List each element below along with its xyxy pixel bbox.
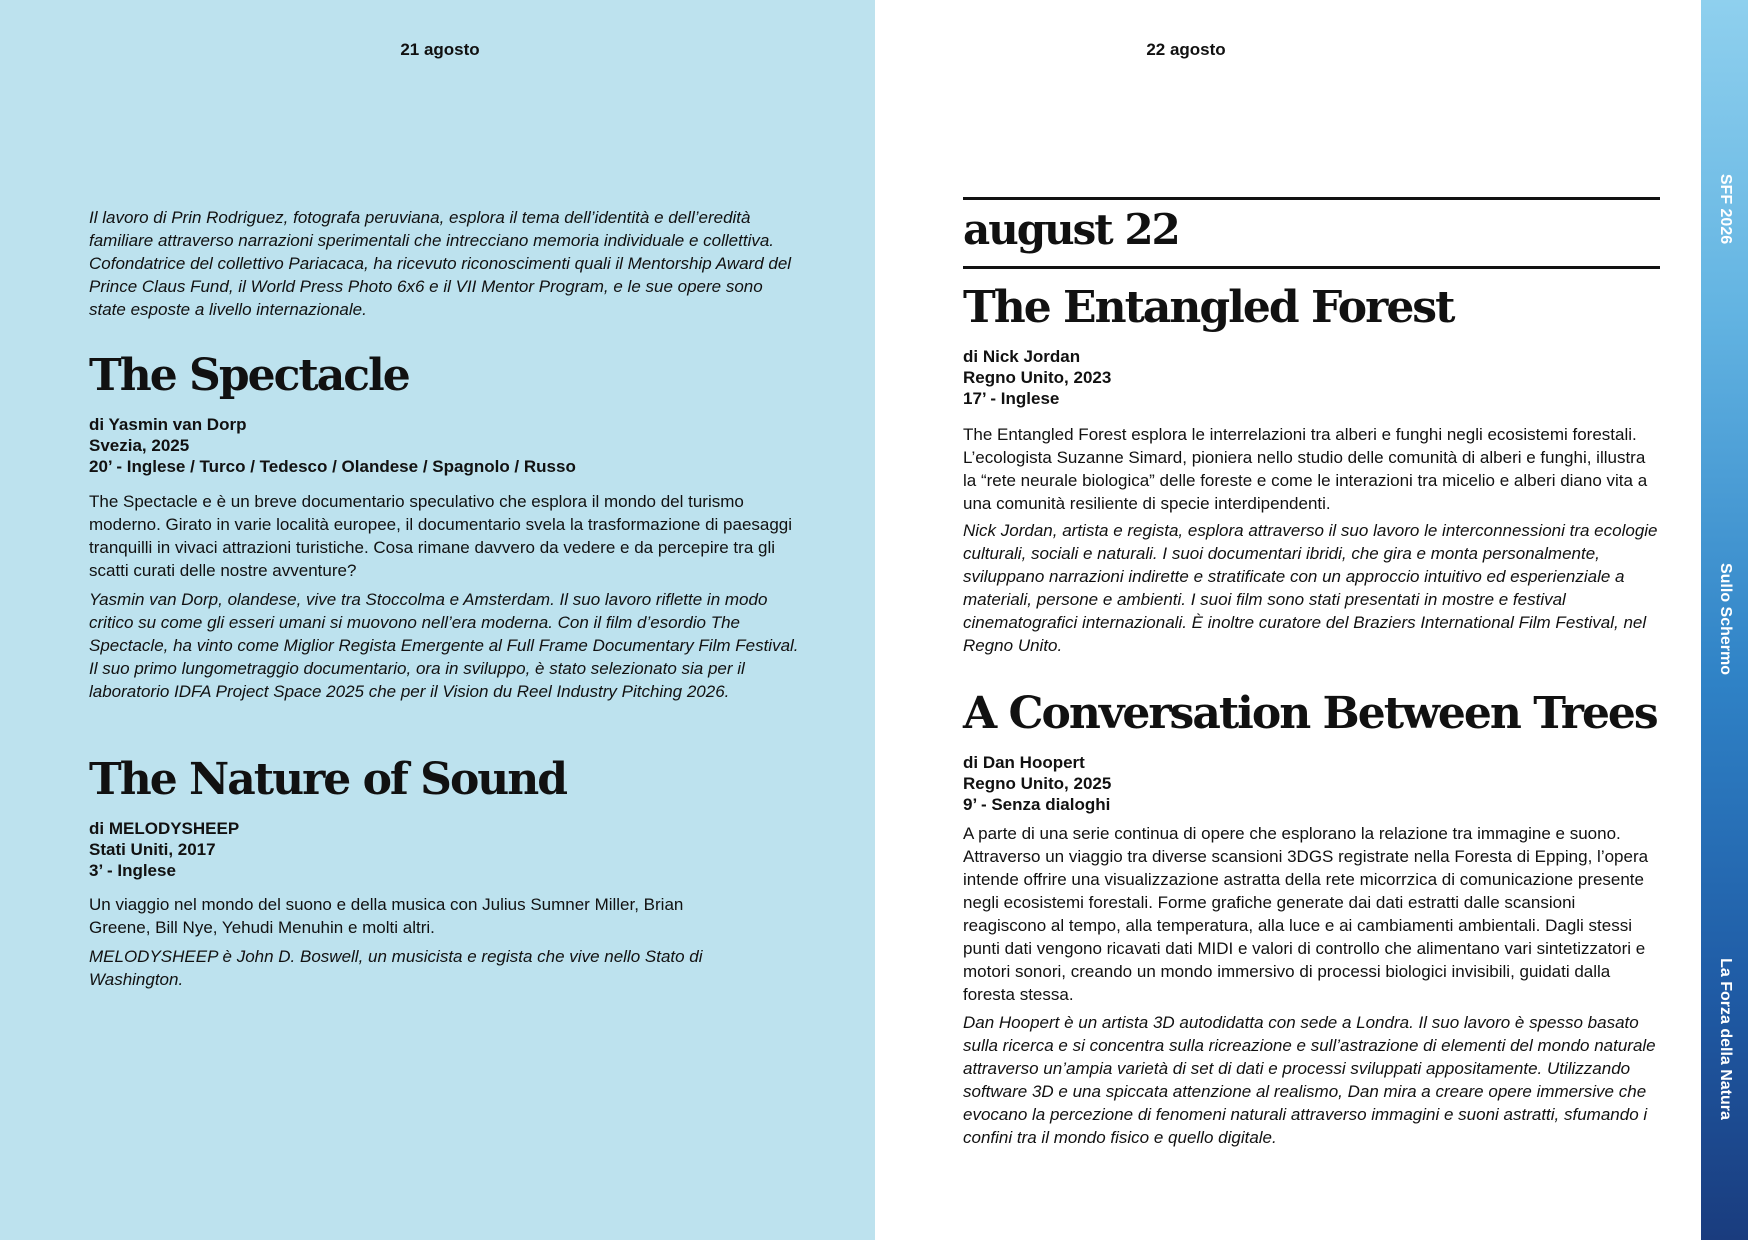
right-page [875, 0, 1701, 1240]
film-synopsis: The Spectacle e è un breve documentario speculativo che esplora il mondo del turismo moderno. Girato in varie località europee, il documentario svela la trasformazione di paesaggi tranquilli in vivaci attrazioni turistiche. Cosa rimane davvero da vedere e da percepire tra gli scatti curati delle nostre avventure? [89, 492, 793, 580]
film-credits [963, 346, 1111, 409]
festival-label: SFF 2026 [1717, 173, 1734, 245]
film-title-the-entangled-forest: The Entangled Forest [963, 282, 1454, 333]
director-bio: MELODYSHEEP è John D. Boswell, un musicista e regista che vive nello Stato di Washington. [89, 947, 703, 989]
director-bio: Dan Hoopert è un artista 3D autodidatta con sede a Londra. Il suo lavoro è spesso basato sulla ricerca e si concentra sulla ricreazione e sull’astrazione di elementi del mondo naturale attraverso un’ampia varietà di set di dati e processi sviluppati appositamente. Utilizzando software 3D e una spiccata attenzione al realismo, Dan mira a creare opere immersive che evocano la percezione di fenomeni naturali attraverso immagini e suoni astratti, sfumando i confini tra il mondo fisico e quello digitale. [963, 1013, 1656, 1147]
film-title-a-conversation-between-trees: A Conversation Between Trees [963, 688, 1657, 739]
theme-label: La Forza della Natura [1717, 958, 1734, 1120]
film-director: di MELODYSHEEP [89, 819, 240, 838]
film-credits [89, 818, 239, 881]
film-duration-language: 17’ - Inglese [963, 389, 1060, 408]
page-date-header: 22 agosto [1146, 40, 1226, 59]
director-bio: Nick Jordan, artista e regista, esplora attraverso il suo lavoro le interconnessioni tra ecologie culturali, sociali e naturali. I suoi documentari ibridi, che gira e monta personalmente, sviluppano narrazioni indirette e stratificate con un approccio intuitivo ed esperienziale a materiali, persone e ambienti. I suoi film sono stati presentati in mostre e festival cinematografici internazionali. È inoltre curatore del Braziers International Film Festival, nel Regno Unito. [963, 521, 1658, 655]
film-director: di Yasmin van Dorp [89, 415, 247, 434]
film-title-the-spectacle: The Spectacle [89, 350, 409, 401]
film-synopsis: Un viaggio nel mondo del suono e della musica con Julius Sumner Miller, Brian Greene, Bill Nye, Yehudi Menuhin e molti altri. [89, 895, 684, 937]
film-credits [963, 752, 1111, 815]
section-date-title: august 22 [963, 205, 1179, 254]
film-synopsis: The Entangled Forest esplora le interrelazioni tra alberi e funghi negli ecosistemi forestali. L’ecologista Suzanne Simard, pioniera nello studio delle comunità di alberi e funghi, illustra la “rete neurale biologica” delle foreste e come le interazioni tra micelio e alberi diano vita a una comunità resiliente di specie interdipendenti. [963, 425, 1648, 513]
section-label: Sullo Schermo [1717, 562, 1734, 676]
film-duration-language: 20’ - Inglese / Turco / Tedesco / Olandese / Spagnolo / Russo [89, 457, 576, 476]
film-country-year: Regno Unito, 2023 [963, 368, 1112, 387]
section-bottom-rule [963, 266, 1660, 269]
film-country-year: Svezia, 2025 [89, 436, 190, 455]
film-director: di Dan Hoopert [963, 753, 1085, 772]
film-duration-language: 3’ - Inglese [89, 861, 176, 880]
film-director: di Nick Jordan [963, 347, 1081, 366]
section-top-rule [963, 197, 1660, 200]
film-synopsis: A parte di una serie continua di opere che esplorano la relazione tra immagine e suono. Attraverso un viaggio tra diverse scansioni 3DGS registrate nella Foresta di Epping, l’opera intende offrire una visualizzazione astratta della rete micorrzica di comunicazione presente negli ecosistemi forestali. Forme grafiche generate dai dati estratti dalle scansioni reagiscono al tempo, alla temperatura, alla luce e ai cambiamenti ambientali. Dagli stessi punti dati vengono ricavati dati MIDI e valori di controllo che alimentano vari sintetizzatori e motori sonori, creando un mondo immersivo di processi biologici invisibili, guidati dalla foresta stessa. [963, 824, 1649, 1004]
intro-bio: Il lavoro di Prin Rodriguez, fotografa peruviana, esplora il tema dell’identità e dell’eredità familiare attraverso narrazioni sperimentali che intrecciano memoria individuale e collettiva. Cofondatrice del collettivo Pariacaca, ha ricevuto riconoscimenti quali il Mentorship Award del Prince Claus Fund, il World Press Photo 6x6 e il VII Mentor Program, e le sue opere sono state esposte a livello internazionale. [89, 208, 792, 319]
film-country-year: Stati Uniti, 2017 [89, 840, 216, 859]
film-title-the-nature-of-sound: The Nature of Sound [89, 754, 567, 805]
side-strip [1701, 0, 1748, 1240]
film-country-year: Regno Unito, 2025 [963, 774, 1112, 793]
page-date-header: 21 agosto [400, 40, 480, 59]
director-bio: Yasmin van Dorp, olandese, vive tra Stoccolma e Amsterdam. Il suo lavoro riflette in modo critico su come gli esseri umani si muovono nell’era moderna. Con il film d’esordio The Spectacle, ha vinto come Miglior Regista Emergente al Full Frame Documentary Film Festival. Il suo primo lungometraggio documentario, ora in sviluppo, è stato selezionato sia per il laboratorio IDFA Project Space 2025 che per il Vision du Reel Industry Pitching 2026. [89, 590, 799, 701]
film-credits [89, 414, 576, 477]
film-duration-language: 9’ - Senza dialoghi [963, 795, 1111, 814]
